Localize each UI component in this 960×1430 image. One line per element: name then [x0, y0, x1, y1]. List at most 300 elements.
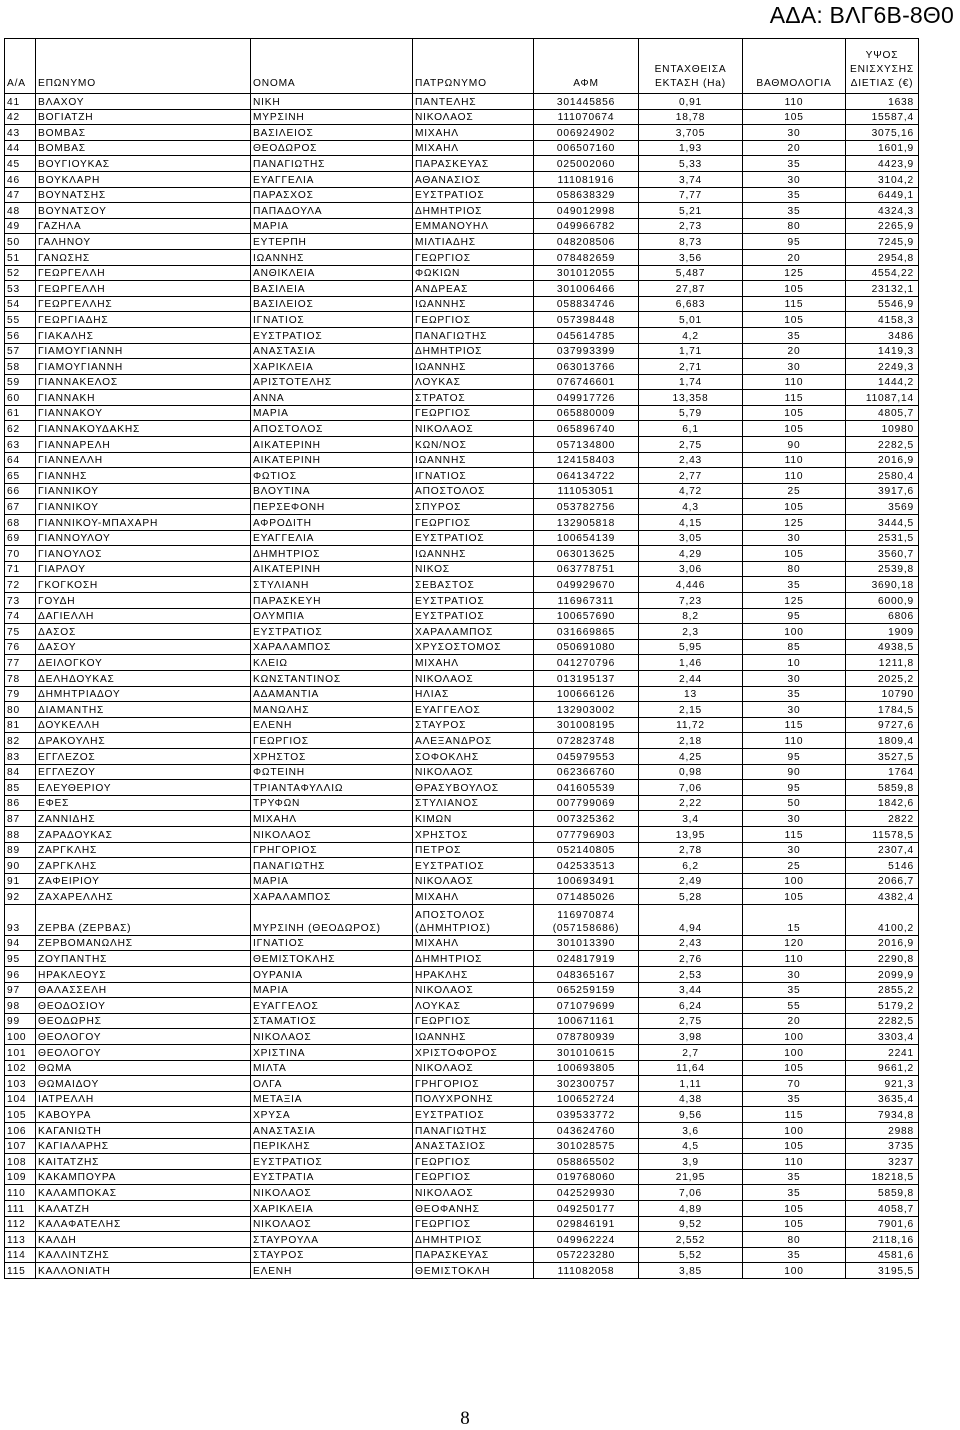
cell-afm: 071485026: [534, 889, 639, 905]
cell-name: ΕΛΕΝΗ: [251, 717, 413, 733]
cell-area: 11,64: [639, 1060, 743, 1076]
cell-surname: ΓΙΑΝΝΑΚΕΛΟΣ: [36, 374, 251, 390]
cell-score: 35: [743, 1185, 846, 1201]
cell-amount: 2954,8: [846, 249, 919, 265]
cell-father: ΠΟΛΥΧΡΟΝΗΣ: [413, 1091, 534, 1107]
cell-aa: 52: [5, 265, 36, 281]
cell-area: 18,78: [639, 109, 743, 125]
cell-father: ΧΡΗΣΤΟΣ: [413, 826, 534, 842]
cell-father: ΧΑΡΑΛΑΜΠΟΣ: [413, 624, 534, 640]
cell-score: 30: [743, 171, 846, 187]
ada-stamp: ΑΔΑ: ΒΛΓ6Β-8Θ0: [769, 2, 954, 28]
cell-name: ΚΛΕΙΩ: [251, 655, 413, 671]
cell-surname: ΚΑΒΟΥΡΑ: [36, 1107, 251, 1123]
cell-amount: 3917,6: [846, 483, 919, 499]
cell-amount: 10980: [846, 421, 919, 437]
cell-afm: 039533772: [534, 1107, 639, 1123]
cell-afm: 076746601: [534, 374, 639, 390]
cell-afm: 071079699: [534, 998, 639, 1014]
cell-score: 110: [743, 374, 846, 390]
cell-afm: 053782756: [534, 499, 639, 515]
cell-name: ΟΛΓΑ: [251, 1076, 413, 1092]
cell-amount: 4554,22: [846, 265, 919, 281]
cell-amount: 2118,16: [846, 1232, 919, 1248]
cell-aa: 54: [5, 296, 36, 312]
cell-afm: 049929670: [534, 577, 639, 593]
cell-afm: 042533513: [534, 858, 639, 874]
table-row: [5, 764, 919, 780]
cell-aa: 60: [5, 390, 36, 406]
table-row: [5, 639, 919, 655]
cell-father: ΝΙΚΟΛΑΟΣ: [413, 421, 534, 437]
cell-aa: 99: [5, 1013, 36, 1029]
cell-father: ΣΤΡΑΤΟΣ: [413, 390, 534, 406]
cell-amount: 2307,4: [846, 842, 919, 858]
cell-amount: 1764: [846, 764, 919, 780]
cell-area: 3,06: [639, 561, 743, 577]
cell-aa: 84: [5, 764, 36, 780]
cell-score: 125: [743, 593, 846, 609]
cell-score: 105: [743, 889, 846, 905]
cell-afm: 006507160: [534, 140, 639, 156]
cell-score: 100: [743, 873, 846, 889]
cell-score: 115: [743, 390, 846, 406]
cell-score: 35: [743, 577, 846, 593]
cell-aa: 55: [5, 312, 36, 328]
cell-afm: 301010615: [534, 1045, 639, 1061]
cell-aa: 44: [5, 140, 36, 156]
cell-area: 4,3: [639, 499, 743, 515]
cell-area: 9,56: [639, 1107, 743, 1123]
cell-area: 5,33: [639, 156, 743, 172]
cell-score: 95: [743, 234, 846, 250]
cell-aa: 98: [5, 998, 36, 1014]
cell-afm: 048365167: [534, 967, 639, 983]
cell-score: 105: [743, 1060, 846, 1076]
cell-surname: ΒΛΑΧΟΥ: [36, 94, 251, 110]
cell-father: ΑΠΟΣΤΟΛΟΣ (ΔΗΜΗΤΡΙΟΣ): [413, 904, 534, 935]
cell-name: ΤΡΙΑΝΤΑΦΥΛΛΙΩ: [251, 780, 413, 796]
cell-surname: ΓΟΥΔΗ: [36, 593, 251, 609]
cell-father: ΚΙΜΩΝ: [413, 811, 534, 827]
cell-aa: 64: [5, 452, 36, 468]
table-row: [5, 234, 919, 250]
cell-score: 90: [743, 764, 846, 780]
cell-father: ΓΕΩΡΓΙΟΣ: [413, 405, 534, 421]
cell-aa: 83: [5, 748, 36, 764]
cell-aa: 49: [5, 218, 36, 234]
cell-area: 4,89: [639, 1200, 743, 1216]
cell-aa: 73: [5, 593, 36, 609]
cell-surname: ΖΑΦΕΙΡΙΟΥ: [36, 873, 251, 889]
table-row: [5, 327, 919, 343]
cell-aa: 46: [5, 171, 36, 187]
cell-amount: 921,3: [846, 1076, 919, 1092]
cell-name: ΕΥΣΤΡΑΤΙΟΣ: [251, 624, 413, 640]
cell-amount: 3635,4: [846, 1091, 919, 1107]
cell-afm: 065259159: [534, 982, 639, 998]
cell-surname: ΚΑΛΛΟΝΙΑΤΗ: [36, 1263, 251, 1279]
cell-area: 7,06: [639, 1185, 743, 1201]
cell-amount: 2241: [846, 1045, 919, 1061]
cell-amount: 3303,4: [846, 1029, 919, 1045]
cell-area: 21,95: [639, 1169, 743, 1185]
cell-name: ΙΩΑΝΝΗΣ: [251, 249, 413, 265]
cell-area: 4,25: [639, 748, 743, 764]
cell-name: ΓΕΩΡΓΙΟΣ: [251, 733, 413, 749]
table-row: [5, 577, 919, 593]
table-row: [5, 1216, 919, 1232]
cell-surname: ΚΑΛΛΙΝΤΖΗΣ: [36, 1247, 251, 1263]
cell-area: 2,75: [639, 1013, 743, 1029]
cell-aa: 114: [5, 1247, 36, 1263]
cell-father: ΣΠΥΡΟΣ: [413, 499, 534, 515]
cell-afm: 116970874 (057158686): [534, 904, 639, 935]
cell-amount: 3104,2: [846, 171, 919, 187]
table-row: [5, 421, 919, 437]
cell-surname: ΓΕΩΡΓΙΑΔΗΣ: [36, 312, 251, 328]
cell-aa: 113: [5, 1232, 36, 1248]
cell-afm: 007799069: [534, 795, 639, 811]
cell-score: 80: [743, 1232, 846, 1248]
beneficiaries-table: [4, 38, 919, 1279]
cell-surname: ΔΗΜΗΤΡΙΑΔΟΥ: [36, 686, 251, 702]
table-row: [5, 670, 919, 686]
table-row: [5, 1013, 919, 1029]
table-row: [5, 1169, 919, 1185]
cell-name: ΣΤΥΛΙΑΝΗ: [251, 577, 413, 593]
cell-score: 105: [743, 312, 846, 328]
cell-area: 2,75: [639, 437, 743, 453]
cell-amount: 11578,5: [846, 826, 919, 842]
table-row: [5, 1263, 919, 1279]
cell-score: 115: [743, 1107, 846, 1123]
cell-score: 35: [743, 203, 846, 219]
cell-father: ΕΥΣΤΡΑΤΙΟΣ: [413, 187, 534, 203]
cell-score: 80: [743, 218, 846, 234]
cell-area: 6,1: [639, 421, 743, 437]
table-row: [5, 171, 919, 187]
cell-amount: 4805,7: [846, 405, 919, 421]
cell-area: 2,15: [639, 702, 743, 718]
cell-area: 2,3: [639, 624, 743, 640]
cell-father: ΓΕΩΡΓΙΟΣ: [413, 1216, 534, 1232]
cell-amount: 2282,5: [846, 437, 919, 453]
table-row: [5, 655, 919, 671]
cell-amount: 2016,9: [846, 935, 919, 951]
table-row: [5, 967, 919, 983]
cell-name: ΔΗΜΗΤΡΙΟΣ: [251, 546, 413, 562]
cell-father: ΑΠΟΣΤΟΛΟΣ: [413, 483, 534, 499]
cell-father: ΓΕΩΡΓΙΟΣ: [413, 1169, 534, 1185]
cell-afm: 052140805: [534, 842, 639, 858]
cell-amount: 3486: [846, 327, 919, 343]
cell-afm: 058638329: [534, 187, 639, 203]
cell-name: ΠΕΡΣΕΦΟΝΗ: [251, 499, 413, 515]
cell-aa: 78: [5, 670, 36, 686]
cell-aa: 61: [5, 405, 36, 421]
table-row: [5, 1138, 919, 1154]
cell-father: ΜΙΧΑΗΛ: [413, 889, 534, 905]
page-number: 8: [460, 1408, 470, 1429]
table-row: [5, 530, 919, 546]
cell-aa: 71: [5, 561, 36, 577]
cell-aa: 70: [5, 546, 36, 562]
cell-area: 2,53: [639, 967, 743, 983]
cell-amount: 4382,4: [846, 889, 919, 905]
cell-afm: 301028575: [534, 1138, 639, 1154]
cell-afm: 100657690: [534, 608, 639, 624]
cell-afm: 100671161: [534, 1013, 639, 1029]
cell-aa: 103: [5, 1076, 36, 1092]
cell-score: 125: [743, 265, 846, 281]
cell-surname: ΙΑΤΡΕΛΛΗ: [36, 1091, 251, 1107]
cell-area: 4,5: [639, 1138, 743, 1154]
table-row: [5, 858, 919, 874]
cell-afm: 048208506: [534, 234, 639, 250]
cell-amount: 7934,8: [846, 1107, 919, 1123]
cell-name: ΜΙΛΤΑ: [251, 1060, 413, 1076]
cell-amount: 9727,6: [846, 717, 919, 733]
cell-afm: 058834746: [534, 296, 639, 312]
cell-afm: 111082058: [534, 1263, 639, 1279]
cell-aa: 62: [5, 421, 36, 437]
cell-aa: 58: [5, 359, 36, 375]
cell-aa: 105: [5, 1107, 36, 1123]
cell-surname: ΒΟΥΓΙΟΥΚΑΣ: [36, 156, 251, 172]
cell-father: ΝΙΚΟΛΑΟΣ: [413, 109, 534, 125]
cell-afm: 045614785: [534, 327, 639, 343]
cell-amount: 10790: [846, 686, 919, 702]
cell-afm: 041605539: [534, 780, 639, 796]
cell-amount: 9661,2: [846, 1060, 919, 1076]
cell-name: ΝΙΚΟΛΑΟΣ: [251, 826, 413, 842]
cell-area: 9,52: [639, 1216, 743, 1232]
cell-amount: 23132,1: [846, 281, 919, 297]
cell-father: ΓΕΩΡΓΙΟΣ: [413, 515, 534, 531]
header-aa: Α/Α: [5, 39, 36, 94]
cell-area: 5,28: [639, 889, 743, 905]
cell-score: 35: [743, 982, 846, 998]
cell-afm: 063778751: [534, 561, 639, 577]
header-amount: ΥΨΟΣ ΕΝΙΣΧΥΣΗΣ ΔΙΕΤΙΑΣ (€): [846, 39, 919, 94]
cell-surname: ΔΟΥΚΕΛΛΗ: [36, 717, 251, 733]
cell-aa: 45: [5, 156, 36, 172]
cell-name: ΒΛΟΥΤΙΝΑ: [251, 483, 413, 499]
cell-surname: ΓΙΑΝΝΗΣ: [36, 468, 251, 484]
cell-afm: 065896740: [534, 421, 639, 437]
cell-name: ΙΓΝΑΤΙΟΣ: [251, 935, 413, 951]
table-row: [5, 1232, 919, 1248]
cell-aa: 112: [5, 1216, 36, 1232]
cell-name: ΠΑΡΑΣΚΕΥΗ: [251, 593, 413, 609]
table-row: [5, 842, 919, 858]
cell-surname: ΓΙΑΝΝΑΡΕΛΗ: [36, 437, 251, 453]
cell-name: ΧΑΡΙΚΛΕΙΑ: [251, 1200, 413, 1216]
cell-amount: 4324,3: [846, 203, 919, 219]
cell-area: 6,2: [639, 858, 743, 874]
cell-amount: 11087,14: [846, 390, 919, 406]
cell-surname: ΓΙΑΝΝΕΛΛΗ: [36, 452, 251, 468]
cell-afm: 301013390: [534, 935, 639, 951]
cell-father: ΝΙΚΟΛΑΟΣ: [413, 670, 534, 686]
cell-score: 110: [743, 1154, 846, 1170]
cell-afm: 062366760: [534, 764, 639, 780]
cell-name: ΙΓΝΑΤΙΟΣ: [251, 312, 413, 328]
cell-aa: 65: [5, 468, 36, 484]
cell-name: ΕΥΤΕΡΠΗ: [251, 234, 413, 250]
cell-surname: ΚΑΓΑΝΙΩΤΗ: [36, 1123, 251, 1139]
cell-name: ΤΡΥΦΩΝ: [251, 795, 413, 811]
cell-surname: ΕΓΓΛΕΖΟΥ: [36, 764, 251, 780]
cell-area: 3,56: [639, 249, 743, 265]
cell-aa: 68: [5, 515, 36, 531]
cell-area: 3,4: [639, 811, 743, 827]
cell-name: ΜΕΤΑΞΙΑ: [251, 1091, 413, 1107]
table-row: [5, 702, 919, 718]
cell-area: 3,74: [639, 171, 743, 187]
table-row: [5, 873, 919, 889]
cell-name: ΕΥΑΓΓΕΛΙΑ: [251, 171, 413, 187]
table-row: [5, 951, 919, 967]
cell-area: 8,73: [639, 234, 743, 250]
cell-amount: 3237: [846, 1154, 919, 1170]
cell-name: ΟΥΡΑΝΙΑ: [251, 967, 413, 983]
table-row: [5, 748, 919, 764]
cell-score: 35: [743, 327, 846, 343]
header-father: ΠΑΤΡΩΝΥΜΟ: [413, 39, 534, 94]
cell-afm: 100652724: [534, 1091, 639, 1107]
cell-afm: 057134800: [534, 437, 639, 453]
cell-surname: ΓΙΑΝΝΑΚΗ: [36, 390, 251, 406]
cell-score: 30: [743, 967, 846, 983]
cell-area: 3,6: [639, 1123, 743, 1139]
cell-amount: 1809,4: [846, 733, 919, 749]
cell-area: 2,78: [639, 842, 743, 858]
cell-father: ΧΡΙΣΤΟΦΟΡΟΣ: [413, 1045, 534, 1061]
cell-aa: 111: [5, 1200, 36, 1216]
table-row: [5, 998, 919, 1014]
cell-amount: 2822: [846, 811, 919, 827]
table-row: [5, 452, 919, 468]
cell-aa: 50: [5, 234, 36, 250]
cell-father: ΓΕΩΡΓΙΟΣ: [413, 249, 534, 265]
cell-surname: ΚΑΛΑΤΖΗ: [36, 1200, 251, 1216]
cell-name: ΜΙΧΑΗΛ: [251, 811, 413, 827]
cell-surname: ΚΑΛΔΗ: [36, 1232, 251, 1248]
cell-score: 25: [743, 858, 846, 874]
cell-afm: 100693491: [534, 873, 639, 889]
header-score: ΒΑΘΜΟΛΟΓΙΑ: [743, 39, 846, 94]
table-row: [5, 203, 919, 219]
cell-name: ΣΤΑΥΡΟΣ: [251, 1247, 413, 1263]
cell-name: ΜΑΡΙΑ: [251, 218, 413, 234]
cell-score: 35: [743, 187, 846, 203]
cell-father: ΙΩΑΝΝΗΣ: [413, 296, 534, 312]
cell-name: ΜΥΡΣΙΝΗ: [251, 109, 413, 125]
cell-score: 115: [743, 296, 846, 312]
cell-area: 7,06: [639, 780, 743, 796]
cell-area: 7,23: [639, 593, 743, 609]
cell-father: ΓΡΗΓΟΡΙΟΣ: [413, 1076, 534, 1092]
cell-father: ΧΡΥΣΟΣΤΟΜΟΣ: [413, 639, 534, 655]
cell-surname: ΓΙΑΝΝΑΚΟΥ: [36, 405, 251, 421]
cell-father: ΠΑΝΤΕΛΗΣ: [413, 94, 534, 110]
cell-name: ΧΑΡΙΚΛΕΙΑ: [251, 359, 413, 375]
cell-father: ΜΙΧΑΗΛ: [413, 935, 534, 951]
cell-amount: 3735: [846, 1138, 919, 1154]
cell-area: 27,87: [639, 281, 743, 297]
cell-name: ΑΙΚΑΤΕΡΙΝΗ: [251, 561, 413, 577]
cell-score: 125: [743, 515, 846, 531]
cell-amount: 2066,7: [846, 873, 919, 889]
cell-score: 110: [743, 951, 846, 967]
cell-amount: 1601,9: [846, 140, 919, 156]
cell-surname: ΖΑΝΝΙΔΗΣ: [36, 811, 251, 827]
cell-name: ΠΑΝΑΓΙΩΤΗΣ: [251, 858, 413, 874]
cell-father: ΔΗΜΗΤΡΙΟΣ: [413, 343, 534, 359]
cell-father: ΕΜΜΑΝΟΥΗΛ: [413, 218, 534, 234]
cell-aa: 101: [5, 1045, 36, 1061]
cell-father: ΑΝΑΣΤΑΣΙΟΣ: [413, 1138, 534, 1154]
cell-father: ΚΩΝ/ΝΟΣ: [413, 437, 534, 453]
cell-afm: 049012998: [534, 203, 639, 219]
cell-amount: 1638: [846, 94, 919, 110]
table-row: [5, 343, 919, 359]
cell-aa: 110: [5, 1185, 36, 1201]
table-row: [5, 733, 919, 749]
cell-afm: 013195137: [534, 670, 639, 686]
cell-score: 55: [743, 998, 846, 1014]
cell-father: ΙΩΑΝΝΗΣ: [413, 1029, 534, 1045]
cell-aa: 107: [5, 1138, 36, 1154]
table-row: [5, 795, 919, 811]
cell-surname: ΓΚΟΓΚΟΣΗ: [36, 577, 251, 593]
cell-father: ΜΙΧΑΗΛ: [413, 655, 534, 671]
cell-surname: ΓΕΩΡΓΕΛΛΗ: [36, 265, 251, 281]
cell-father: ΔΗΜΗΤΡΙΟΣ: [413, 1232, 534, 1248]
cell-area: 1,11: [639, 1076, 743, 1092]
cell-aa: 94: [5, 935, 36, 951]
cell-aa: 74: [5, 608, 36, 624]
cell-amount: 5859,8: [846, 1185, 919, 1201]
table-row: [5, 374, 919, 390]
cell-surname: ΓΙΑΝΝΟΥΛΟΥ: [36, 530, 251, 546]
cell-afm: 100693805: [534, 1060, 639, 1076]
cell-score: 110: [743, 452, 846, 468]
cell-area: 13,95: [639, 826, 743, 842]
table-row: [5, 94, 919, 110]
cell-afm: 301012055: [534, 265, 639, 281]
cell-score: 115: [743, 826, 846, 842]
cell-score: 105: [743, 1216, 846, 1232]
cell-father: ΠΑΡΑΣΚΕΥΑΣ: [413, 1247, 534, 1263]
table-row: [5, 1029, 919, 1045]
cell-score: 35: [743, 1169, 846, 1185]
cell-afm: 064134722: [534, 468, 639, 484]
cell-surname: ΓΙΑΝΟΥΛΟΣ: [36, 546, 251, 562]
cell-father: ΔΗΜΗΤΡΙΟΣ: [413, 203, 534, 219]
table-row: [5, 437, 919, 453]
cell-score: 105: [743, 109, 846, 125]
cell-area: 3,44: [639, 982, 743, 998]
header-surname: ΕΠΩΝΥΜΟ: [36, 39, 251, 94]
cell-surname: ΓΙΑΜΟΥΓΙΑΝΝΗ: [36, 343, 251, 359]
cell-name: ΝΙΚΗ: [251, 94, 413, 110]
cell-father: ΙΩΑΝΝΗΣ: [413, 546, 534, 562]
cell-area: 0,98: [639, 764, 743, 780]
cell-surname: ΒΟΓΙΑΤΖΗ: [36, 109, 251, 125]
